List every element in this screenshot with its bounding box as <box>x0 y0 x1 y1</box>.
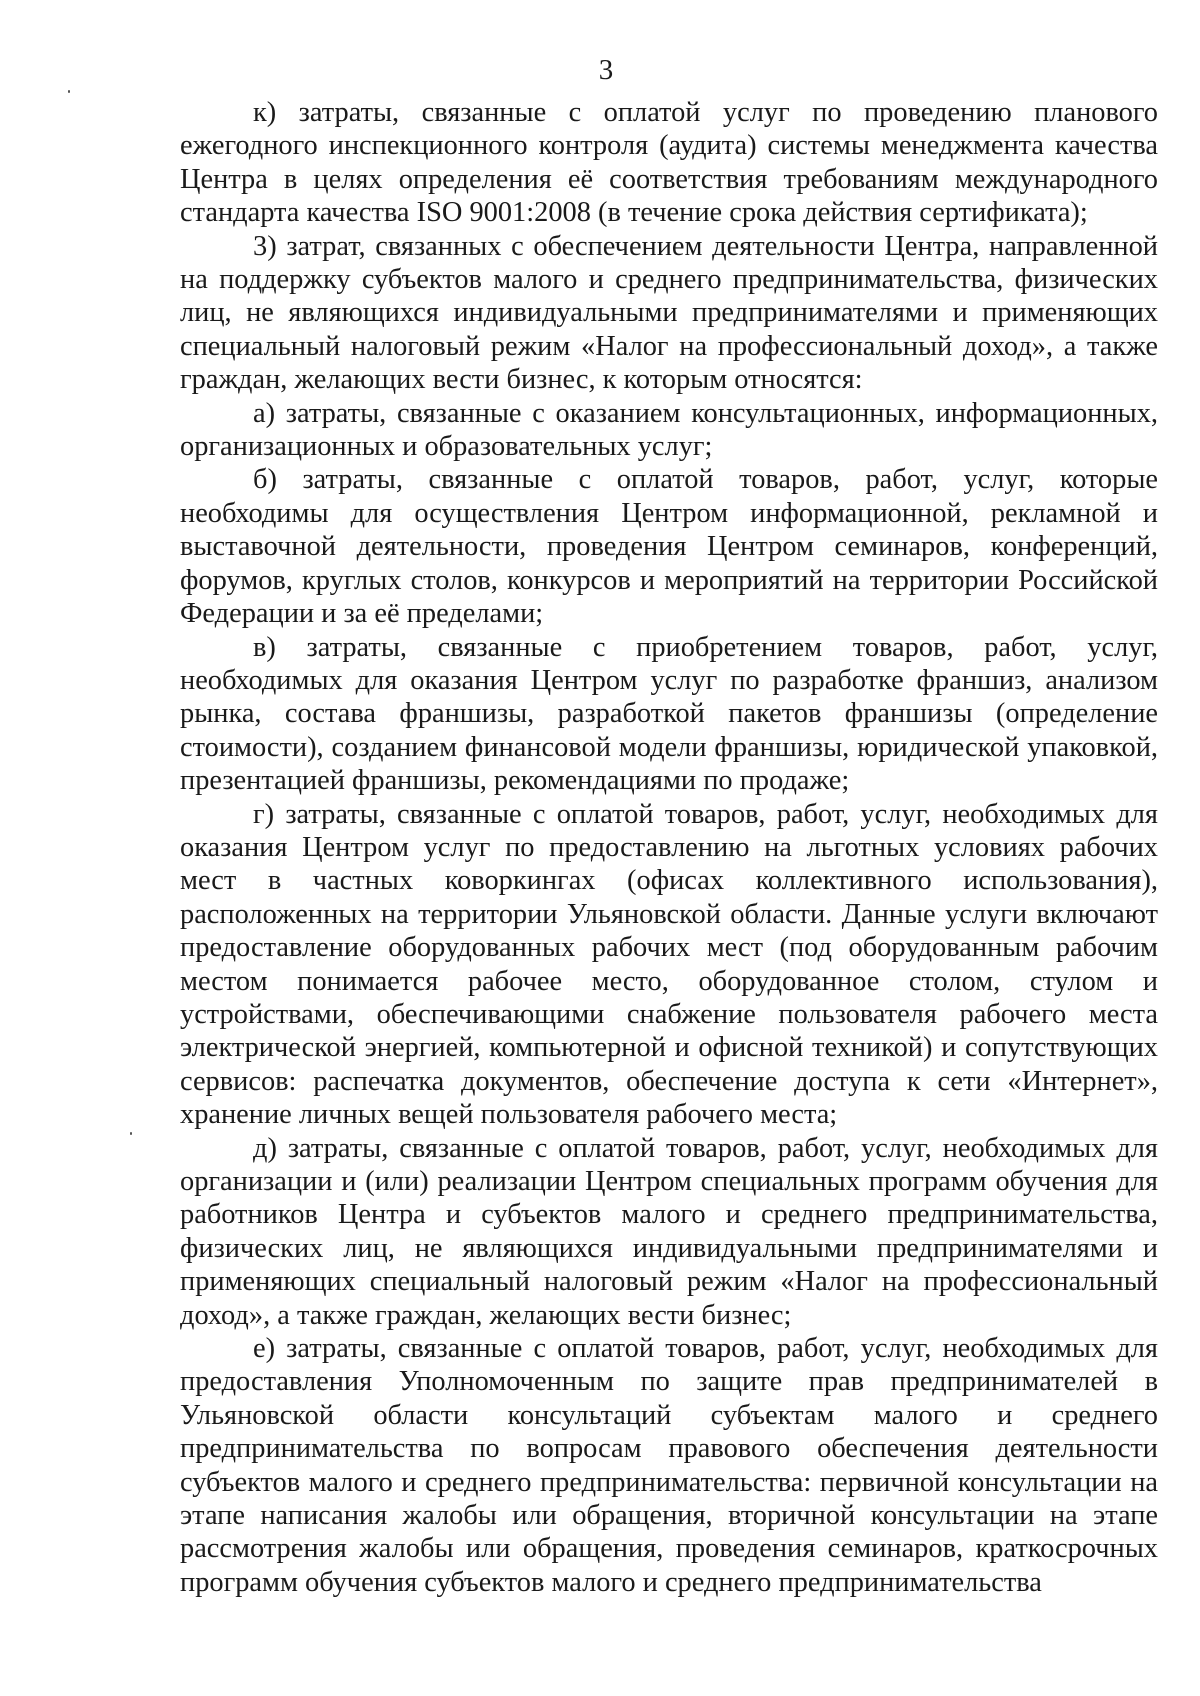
document-body <box>180 96 1158 1599</box>
paragraph-v: в) затраты, связанные с приобретением товаров, работ, услуг, необходимых для оказания Центром услуг по разработке франшиз, анализом рынка, состава франшизы, разработкой пакетов франшизы (определение стоимости), созданием финансовой модели франшизы, юридической упаковкой, презентацией франшизы, рекомендациями по продаже; <box>180 631 1158 797</box>
paragraph-e: е) затраты, связанные с оплатой товаров, работ, услуг, необходимых для предоставления Уполномоченным по защите прав предпринимателей в Ульяновской области консультаций субъектам малого и среднего предпринимательства по вопросам правового обеспечения деятельности субъектов малого и среднего предпринимательства: первичной консультации на этапе написания жалобы или обращения, вторичной консультации на этапе рассмотрения жалобы или обращения, проведения семинаров, краткосрочных программ обучения субъектов малого и среднего предпринимательства <box>180 1333 1158 1598</box>
page-number: 3 <box>598 54 614 86</box>
paragraph-3: 3) затрат, связанных с обеспечением деятельности Центра, направленной на поддержку субъектов малого и среднего предпринимательства, физических лиц, не являющихся индивидуальными предпринимателями и применяющих специальный налоговый режим «Налог на профессиональный доход», а также граждан, желающих вести бизнес, к которым относятся: <box>180 230 1158 396</box>
scan-speck <box>130 1132 132 1135</box>
paragraph-a: а) затраты, связанные с оказанием консультационных, информационных, организационных и образовательных услуг; <box>180 397 1158 463</box>
paragraph-k: к) затраты, связанные с оплатой услуг по проведению планового ежегодного инспекционного контроля (аудита) системы менеджмента качества Центра в целях определения её соответствия требованиям международного стандарта качества ISO 9001:2008 (в течение срока действия сертификата); <box>180 97 1158 229</box>
paragraph-g: г) затраты, связанные с оплатой товаров, работ, услуг, необходимых для оказания Центром услуг по предоставлению на льготных условиях рабочих мест в частных коворкингах (офисах коллективного использования), расположенных на территории Ульяновской области. Данные услуги включают предоставление оборудованных рабочих мест (под оборудованным рабочим местом понимается рабочее место, оборудованное столом, стулом и устройствами, обеспечивающими снабжение пользователя рабочего места электрической энергией, компьютерной и офисной техникой) и сопутствующих сервисов: распечатка документов, обеспечение доступа к сети «Интернет», хранение личных вещей пользователя рабочего места; <box>180 798 1158 1131</box>
paragraph-d: д) затраты, связанные с оплатой товаров, работ, услуг, необходимых для организации и (или) реализации Центром специальных программ обучения для работников Центра и субъектов малого и среднего предпринимательства, физических лиц, не являющихся индивидуальными предпринимателями и применяющих специальный налоговый режим «Налог на профессиональный доход», а также граждан, желающих вести бизнес; <box>180 1132 1158 1331</box>
paragraph-b: б) затраты, связанные с оплатой товаров, работ, услуг, которые необходимы для осуществления Центром информационной, рекламной и выставочной деятельности, проведения Центром семинаров, конференций, форумов, круглых столов, конкурсов и мероприятий на территории Российской Федерации и за её пределами; <box>180 464 1158 630</box>
scan-speck <box>68 90 70 93</box>
